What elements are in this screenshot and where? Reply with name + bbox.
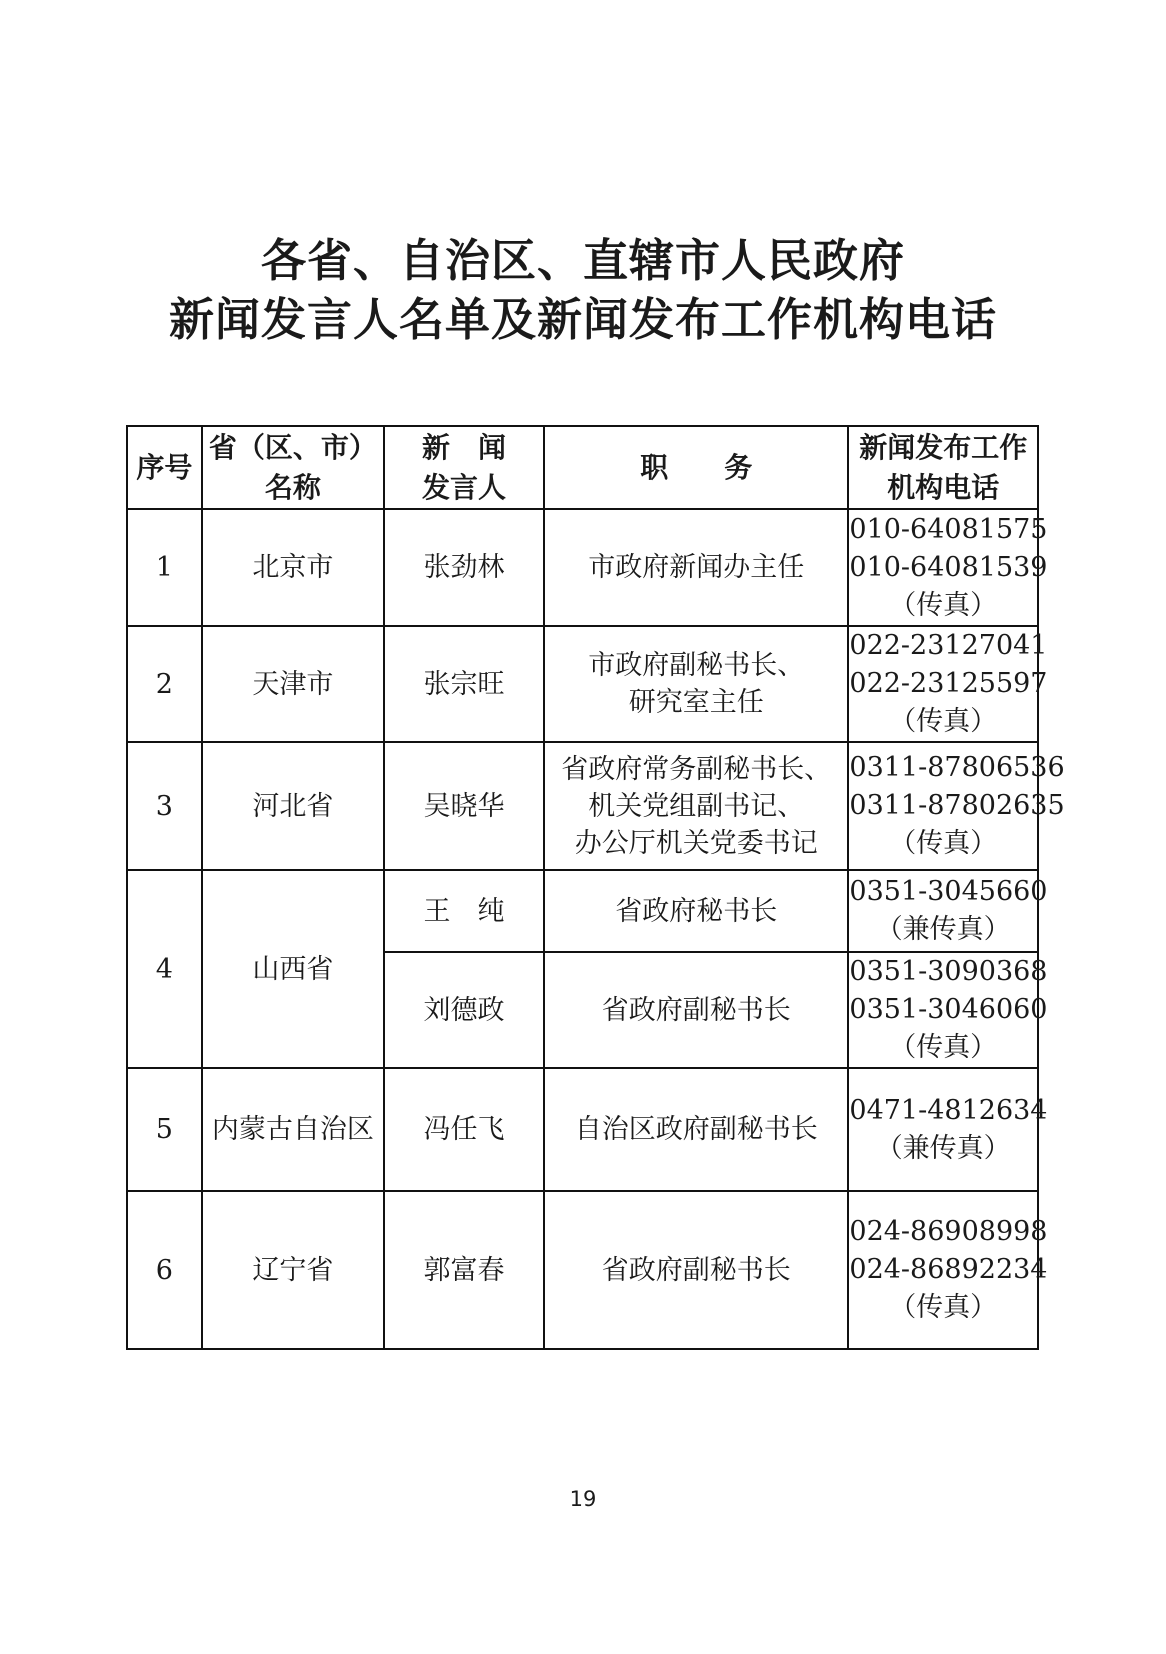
phone-cell: 0351-3090368 0351-3046060 （传真） (848, 952, 1038, 1068)
table-header-row (127, 426, 1038, 509)
spokesperson-cell: 王 纯 (384, 870, 544, 952)
header-seq: 序号 (127, 426, 202, 509)
spokesperson-cell: 郭富春 (384, 1191, 544, 1349)
position-cell: 省政府副秘书长 (544, 952, 848, 1068)
phone-cell: 010-64081575 010-64081539 （传真） (848, 509, 1038, 626)
seq-cell: 4 (127, 870, 202, 1068)
page-number: 19 (569, 1487, 597, 1511)
spokesperson-cell: 冯任飞 (384, 1068, 544, 1191)
document-title-line-2: 新闻发言人名单及新闻发布工作机构电话 (168, 293, 997, 346)
table-row (127, 870, 1038, 952)
province-cell: 山西省 (202, 870, 384, 1068)
seq-cell: 2 (127, 626, 202, 742)
phone-cell: 022-23127041 022-23125597 （传真） (848, 626, 1038, 742)
table-row (127, 1068, 1038, 1191)
spokesperson-cell: 张劲林 (384, 509, 544, 626)
province-cell: 辽宁省 (202, 1191, 384, 1349)
spokesperson-table (126, 425, 1065, 1350)
table-row (127, 626, 1038, 742)
header-province: 省（区、市） 名称 (202, 426, 384, 509)
phone-cell: 0471-4812634 （兼传真） (848, 1068, 1038, 1191)
header-position: 职 务 (544, 426, 848, 509)
seq-cell: 3 (127, 742, 202, 870)
province-cell: 天津市 (202, 626, 384, 742)
table-row (127, 509, 1038, 626)
province-cell: 内蒙古自治区 (202, 1068, 384, 1191)
document-title-line-1: 各省、自治区、直辖市人民政府 (260, 234, 905, 287)
header-spokesperson: 新 闻 发言人 (384, 426, 544, 509)
seq-cell: 1 (127, 509, 202, 626)
phone-cell: 0351-3045660 （兼传真） (848, 870, 1038, 952)
seq-cell: 5 (127, 1068, 202, 1191)
phone-cell: 0311-87806536 0311-87802635 （传真） (848, 742, 1038, 870)
header-phone: 新闻发布工作 机构电话 (848, 426, 1038, 509)
position-cell: 省政府常务副秘书长、 机关党组副书记、 办公厅机关党委书记 (544, 742, 848, 870)
table-row (127, 742, 1038, 870)
province-cell: 河北省 (202, 742, 384, 870)
spokesperson-cell: 张宗旺 (384, 626, 544, 742)
table-row (127, 1191, 1038, 1349)
phone-cell: 024-86908998 024-86892234 （传真） (848, 1191, 1038, 1349)
province-cell: 北京市 (202, 509, 384, 626)
position-cell: 省政府副秘书长 (544, 1191, 848, 1349)
position-cell: 市政府副秘书长、 研究室主任 (544, 626, 848, 742)
position-cell: 自治区政府副秘书长 (544, 1068, 848, 1191)
position-cell: 省政府秘书长 (544, 870, 848, 952)
position-cell: 市政府新闻办主任 (544, 509, 848, 626)
spokesperson-cell: 吴晓华 (384, 742, 544, 870)
spokesperson-cell: 刘德政 (384, 952, 544, 1068)
seq-cell: 6 (127, 1191, 202, 1349)
